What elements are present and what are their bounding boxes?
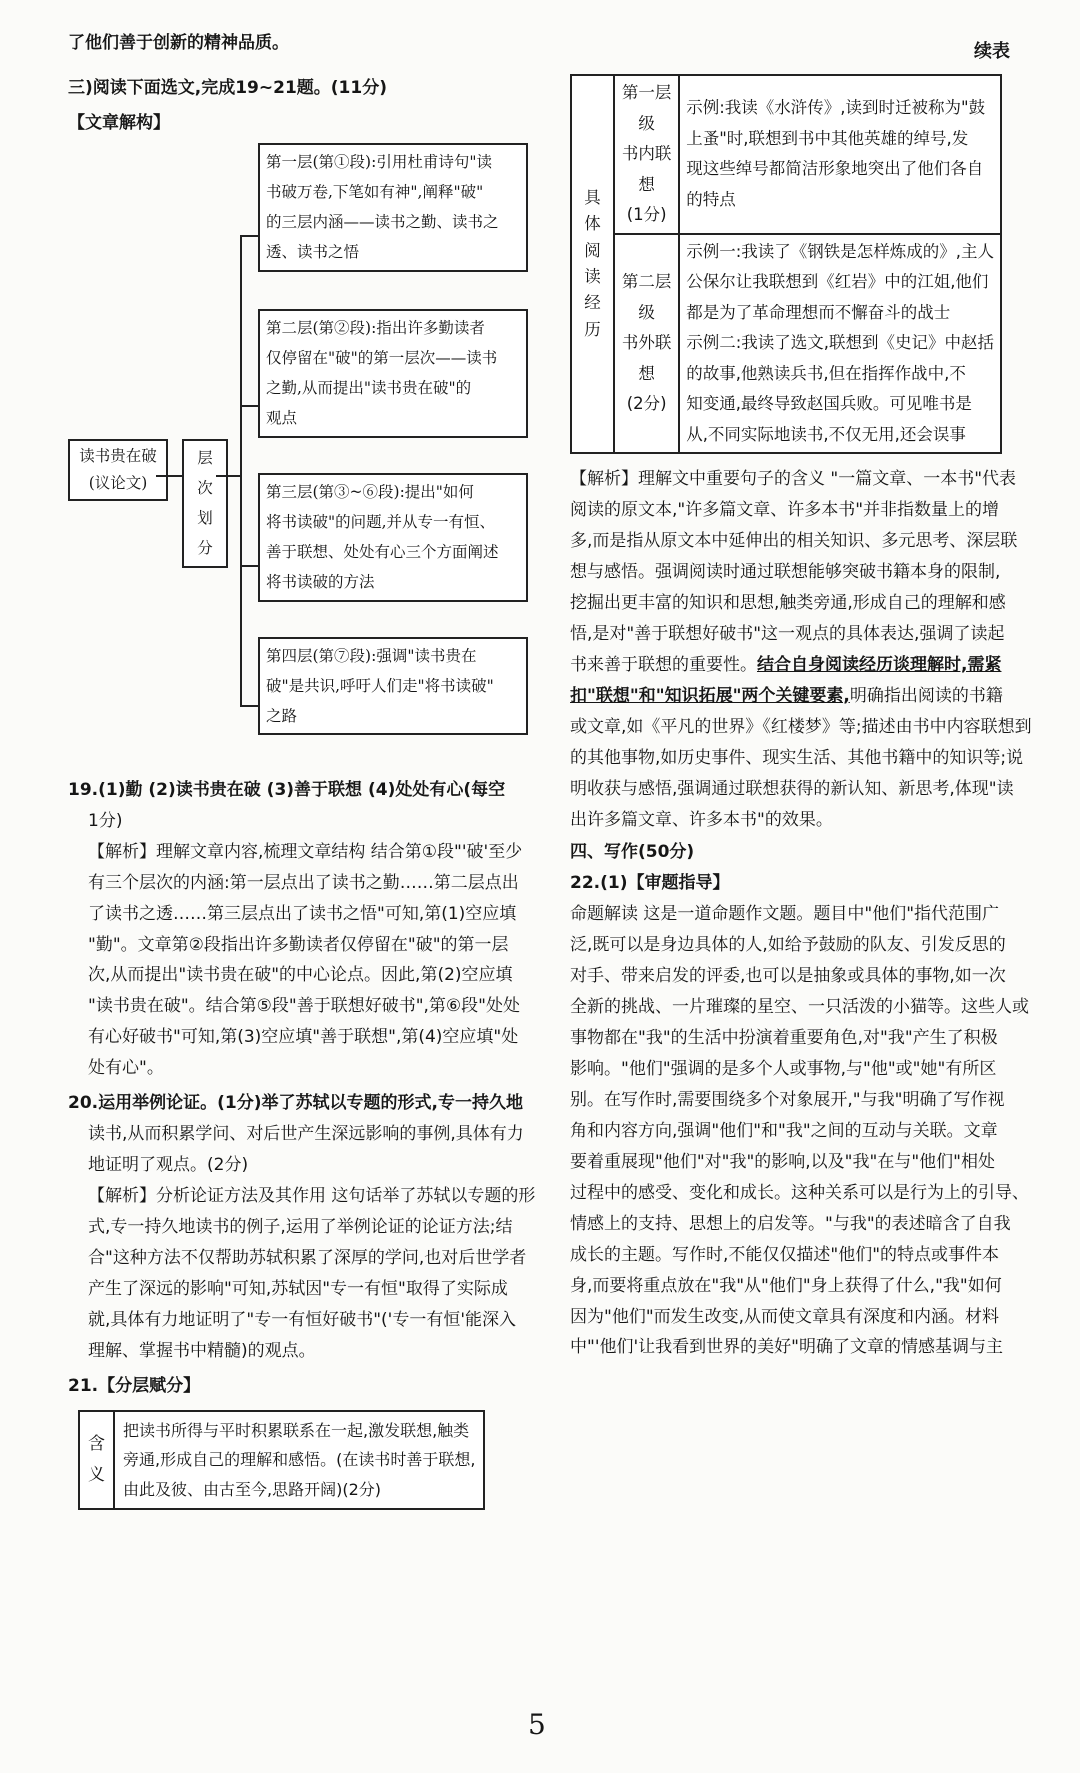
right-column bbox=[570, 28, 1032, 1363]
content-cell bbox=[679, 75, 1001, 234]
section4-line: 过程中的感受、变化和成长。这种关系可以是行为上的引导、 bbox=[570, 1182, 1029, 1203]
diagram-root-line: (议论文) bbox=[88, 473, 148, 492]
q21-title: 21.【分层赋分】 bbox=[68, 1375, 201, 1396]
q20-line: 就,具体有力地证明了"专一有恒好破书"('专一有恒'能深入 bbox=[88, 1309, 517, 1330]
level-line: 书内联想 bbox=[621, 144, 672, 194]
q19-block bbox=[68, 775, 523, 1084]
section4-line: 因为"他们"而发生改变,从而使文章具有深度和内涵。材料 bbox=[570, 1306, 1000, 1327]
section4-line: 成长的主题。写作时,不能仅仅描述"他们"的特点或事件本 bbox=[570, 1244, 1000, 1265]
q20-line: 读书,从而积累学问、对后世产生深远影响的事例,具体有力 bbox=[88, 1124, 524, 1145]
table-row-head bbox=[571, 75, 614, 453]
content-line: 从,不同实际地读书,不仅无用,还会误事 bbox=[686, 424, 966, 444]
analysis-line bbox=[570, 681, 1002, 712]
layer-line: 第四层(第⑦段):强调"读书贵在 bbox=[266, 646, 477, 665]
section4-line: 要着重展现"他们"对"我"的影响,以及"我"在与"他们"相处 bbox=[570, 1151, 995, 1172]
q19-line: 有三个层次的内涵:第一层点出了读书之勤……第二层点出 bbox=[88, 872, 519, 893]
content-line: 示例:我读《水浒传》,读到时迁被称为"鼓 bbox=[686, 98, 986, 118]
q19-line: 有心好破书"可知,第(3)空应填"善于联想",第(4)空应填"处 bbox=[88, 1027, 519, 1048]
left-column bbox=[68, 28, 536, 1510]
analysis-line: 出许多篇文章、许多本书"的效果。 bbox=[570, 809, 833, 830]
analysis-text: 书来善于联想的重要性。 bbox=[570, 654, 757, 675]
q20-line: 地证明了观点。(2分) bbox=[88, 1155, 249, 1176]
content-line: 都是为了革命理想而不懈奋斗的战士 bbox=[686, 302, 951, 322]
q20-line: 理解、掌握书中精髓)的观点。 bbox=[88, 1340, 316, 1361]
section4-line: 身,而要将重点放在"我"从"他们"身上获得了什么,"我"如何 bbox=[570, 1275, 1002, 1296]
layer-line: 观点 bbox=[266, 409, 298, 428]
row-head-line: 经历 bbox=[584, 293, 601, 339]
content-line: 的故事,他熟读兵书,但在指挥作战中,不 bbox=[686, 363, 966, 383]
content-line: 现这些绰号都简洁形象地突出了他们各自 bbox=[686, 159, 984, 179]
section4-line: 影响。"他们"强调的是多个人或事物,与"他"或"她"有所区 bbox=[570, 1059, 997, 1079]
q19-line: "读书贵在破"。结合第⑤段"善于联想好破书",第⑥段"处处 bbox=[88, 996, 520, 1017]
level-line: (1分) bbox=[626, 205, 667, 225]
content-line: 公保尔让我联想到《红岩》中的江姐,他们 bbox=[686, 272, 989, 292]
q21-line: 旁通,形成自己的理解和感悟。(在读书时善于联想, bbox=[123, 1450, 476, 1470]
analysis-line: 挖掘出更丰富的知识和思想,触类旁通,形成自己的理解和感 bbox=[570, 592, 1006, 613]
q20-line: 20.运用举例论证。(1分)举了苏轼以专题的形式,专一持久地 bbox=[68, 1093, 523, 1114]
section4-line: 别。在写作时,需要围绕多个对象展开,"与我"明确了写作视 bbox=[570, 1089, 1005, 1110]
q19-line: 1分) bbox=[88, 810, 123, 831]
layer-line: 仅停留在"破"的第一层次——读书 bbox=[266, 349, 498, 368]
layer-line: 将书读破的方法 bbox=[266, 573, 375, 592]
q21-block bbox=[68, 1371, 520, 1511]
structure-label: 【文章解构】 bbox=[68, 112, 170, 133]
layer-line: 将书读破"的问题,并从专一有恒、 bbox=[266, 513, 496, 532]
layer-line: 破"是共识,呼吁人们走"将书读破" bbox=[266, 677, 494, 696]
section4-line: 事物都在"我"的生活中扮演着重要角色,对"我"产生了积极 bbox=[570, 1028, 998, 1049]
page-number: 5 bbox=[528, 1708, 546, 1741]
analysis-line: 明收获与感悟,强调通过联想获得的新认知、新思考,体现"读 bbox=[570, 778, 1014, 799]
section3-title: 三)阅读下面选文,完成19~21题。(11分) bbox=[68, 77, 387, 98]
diagram-layer-1 bbox=[258, 143, 528, 272]
level-line: 书外联想 bbox=[621, 333, 672, 383]
content-line: 上蚤"时,联想到书中其他英雄的绰号,发 bbox=[686, 128, 969, 148]
connector bbox=[156, 475, 182, 477]
level-line: 第一层级 bbox=[621, 83, 672, 133]
analysis-line: 【解析】理解文中重要句子的含义 "一篇文章、一本书"代表 bbox=[570, 469, 1017, 490]
level-line: (2分) bbox=[626, 394, 667, 414]
analysis-text: 明确指出阅读的书籍 bbox=[849, 685, 1003, 706]
content-cell bbox=[679, 234, 1001, 454]
connector bbox=[216, 475, 240, 477]
q21-key: 含义 bbox=[79, 1411, 114, 1510]
analysis-line: 或文章,如《平凡的世界》《红楼梦》等;描述由书中内容联想到 bbox=[570, 716, 1032, 737]
section4 bbox=[570, 837, 1029, 1363]
connector bbox=[240, 565, 258, 567]
analysis-line: 的其他事物,如历史事件、现实生活、其他书籍中的知识等;说 bbox=[570, 747, 1024, 768]
layer-line: 第一层(第①段):引用杜甫诗句"读 bbox=[266, 152, 492, 171]
layer-line: 第二层(第②段):指出许多勤读者 bbox=[266, 318, 485, 337]
q20-line: 【解析】分析论证方法及其作用 这句话举了苏轼以专题的形 bbox=[88, 1186, 536, 1206]
row-head-line: 阅读 bbox=[584, 240, 601, 287]
section4-line: 全新的挑战、一片璀璨的星空、一只活泼的小猫等。这些人或 bbox=[570, 997, 1029, 1018]
layer-line: 的三层内涵——读书之勤、读书之 bbox=[266, 213, 499, 232]
row-head-line: 具体 bbox=[584, 187, 601, 234]
diagram-root-box bbox=[68, 439, 168, 501]
layer-line: 之勤,从而提出"读书贵在破"的 bbox=[266, 379, 472, 398]
q21-line: 由此及彼、由古至今,思路开阔)(2分) bbox=[123, 1479, 381, 1499]
diagram-level-box: 层次划分 bbox=[182, 439, 228, 568]
connector bbox=[240, 405, 258, 407]
q19-line: 次,从而提出"读书贵在破"的中心论点。因此,第(2)空应填 bbox=[88, 965, 513, 986]
reading-experience-table bbox=[570, 74, 1002, 454]
top-line: 了他们善于创新的精神品质。 bbox=[68, 33, 289, 53]
header-right-continued: 续表 bbox=[974, 41, 1010, 62]
layer-line: 之路 bbox=[266, 707, 298, 726]
q22-title: 22.(1)【审题指导】 bbox=[570, 873, 730, 894]
content-line: 知变通,最终导致赵国兵败。可见唯书是 bbox=[686, 394, 972, 414]
content-line: 的特点 bbox=[686, 189, 736, 209]
level-cell bbox=[614, 75, 679, 234]
connector bbox=[240, 235, 258, 237]
q19-line: 【解析】理解文章内容,梳理文章结构 结合第①段"'破'至少 bbox=[88, 841, 523, 862]
section4-line: 中"'他们'让我看到世界的美好"明确了文章的情感基调与主 bbox=[570, 1337, 1003, 1358]
content-line: 示例一:我读了《钢铁是怎样炼成的》,主人 bbox=[686, 241, 994, 261]
key-point-highlight: 结合自身阅读经历谈理解时,需紧 bbox=[757, 654, 1002, 675]
q20-line: 合"这种方法不仅帮助苏轼积累了深厚的学问,也对后世学者 bbox=[88, 1247, 527, 1268]
section4-line: 命题解读 这是一道命题作文题。题目中"他们"指代范围广 bbox=[570, 904, 1000, 925]
q21-table bbox=[78, 1410, 485, 1511]
analysis-line bbox=[570, 650, 1002, 681]
q19-line: 19.(1)勤 (2)读书贵在破 (3)善于联想 (4)处处有心(每空 bbox=[68, 779, 506, 800]
connector bbox=[240, 705, 258, 707]
diagram-layer-2 bbox=[258, 309, 528, 438]
structure-diagram bbox=[68, 143, 520, 763]
q21-content bbox=[114, 1411, 484, 1510]
diagram-root-line: 读书贵在破 bbox=[79, 446, 157, 465]
section4-line: 对手、带来启发的评委,也可以是抽象或具体的事物,如一次 bbox=[570, 966, 1006, 987]
diagram-layer-3 bbox=[258, 473, 528, 602]
q19-line: "勤"。文章第②段指出许多勤读者仅停留在"破"的第一层 bbox=[88, 934, 509, 955]
analysis-line: 阅读的原文本,"许多篇文章、许多本书"并非指数量上的增 bbox=[570, 500, 1000, 521]
analysis-line: 多,而是指从原文本中延伸出的相关知识、多元思考、深层联 bbox=[570, 531, 1018, 552]
content-line: 示例二:我读了选文,联想到《史记》中赵括 bbox=[686, 333, 994, 353]
analysis-line: 悟,是对"善于联想好破书"这一观点的具体表达,强调了读起 bbox=[570, 623, 1005, 644]
layer-line: 善于联想、处处有心三个方面阐述 bbox=[266, 543, 499, 562]
q19-line: 处有心"。 bbox=[88, 1058, 164, 1079]
right-analysis bbox=[570, 464, 1032, 835]
section4-title: 四、写作(50分) bbox=[570, 842, 695, 863]
layer-line: 书破万卷,下笔如有神",阐释"破" bbox=[266, 183, 484, 202]
level-line: 第二层级 bbox=[621, 272, 672, 322]
q20-line: 产生了深远的影响"可知,苏轼因"专一有恒"取得了实际成 bbox=[88, 1278, 508, 1299]
key-point-highlight: 扣"联想"和"知识拓展"两个关键要素, bbox=[570, 685, 850, 706]
section4-line: 泛,既可以是身边具体的人,如给予鼓励的队友、引发反思的 bbox=[570, 935, 1006, 956]
diagram-layer-4 bbox=[258, 637, 528, 736]
section4-line: 角和内容方向,强调"他们"和"我"之间的互动与关联。文章 bbox=[570, 1120, 998, 1141]
q20-line: 式,专一持久地读书的例子,运用了举例论证的论证方法;结 bbox=[88, 1216, 513, 1237]
q19-line: 了读书之透……第三层点出了读书之悟"可知,第(1)空应填 bbox=[88, 903, 517, 924]
section4-line: 情感上的支持、思想上的启发等。"与我"的表述暗含了自我 bbox=[570, 1213, 1011, 1234]
q20-block bbox=[68, 1088, 536, 1366]
level-cell bbox=[614, 234, 679, 454]
connector bbox=[240, 235, 242, 705]
analysis-line: 想与感悟。强调阅读时通过联想能够突破书籍本身的限制, bbox=[570, 562, 1001, 582]
q21-line: 把读书所得与平时积累联系在一起,激发联想,触类 bbox=[123, 1420, 470, 1440]
layer-line: 第三层(第③~⑥段):提出"如何 bbox=[266, 482, 474, 501]
layer-line: 透、读书之悟 bbox=[266, 243, 360, 262]
